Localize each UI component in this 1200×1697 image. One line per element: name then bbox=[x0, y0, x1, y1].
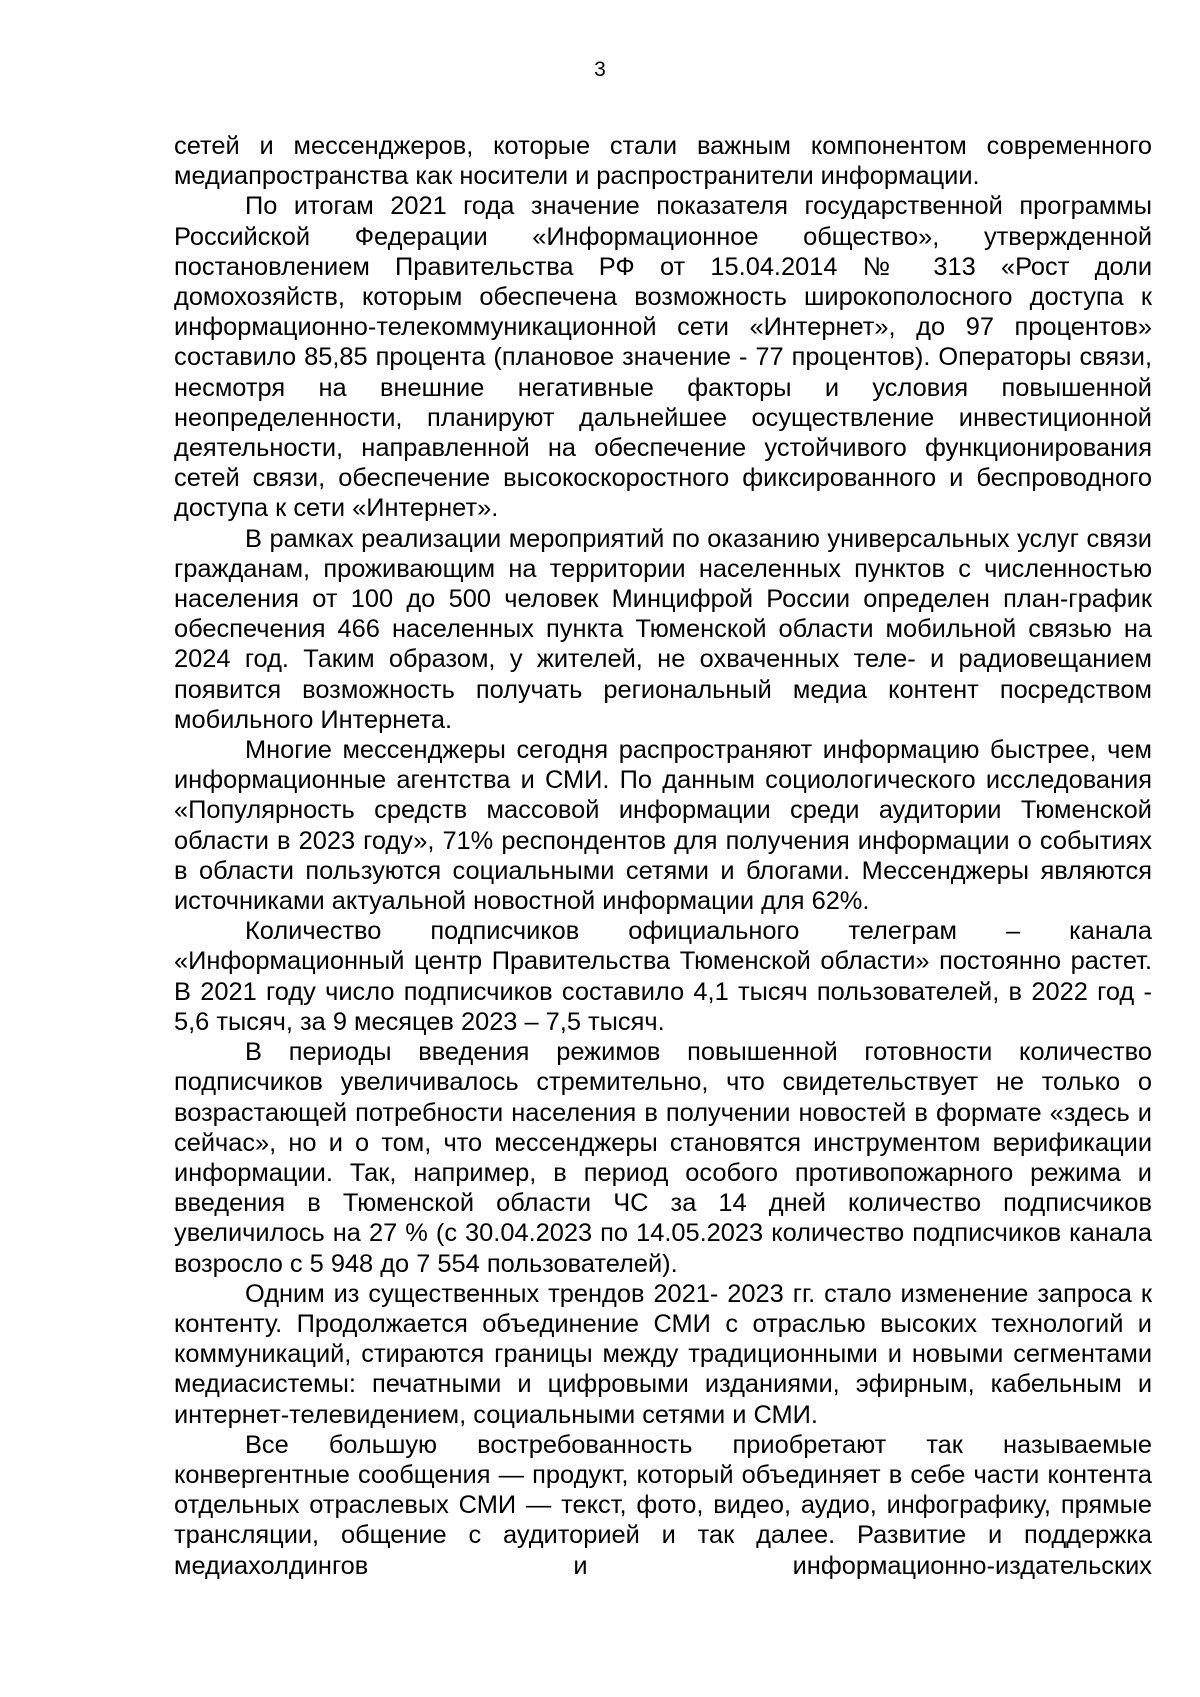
paragraph-convergent-messages: Все большую востребованность приобретают так называемые конвергентные сообщения — продукт, который объединяет в себе части контента отдельных отраслевых СМИ — текст, фото, видео, аудио, инфографику, прямые трансляции, общение с аудиторией и так далее. Развитие и поддержка медиахолдингов и информационно-издательских bbox=[174, 1430, 1152, 1580]
paragraph-continuation: сетей и мессенджеров, которые стали важным компонентом современного медиапространства как носители и распространители информации. bbox=[174, 132, 1152, 191]
paragraph-telegram-subscribers: Количество подписчиков официального телеграм – канала «Информационный центр Правительства Тюменской области» постоянно растет. В 2021 году число подписчиков составило 4,1 тысяч пользователей, в 2022 год - 5,6 тысяч, за 9 месяцев 2023 – 7,5 тысяч. bbox=[174, 917, 1152, 1036]
paragraph-universal-services: В рамках реализации мероприятий по оказанию универсальных услуг связи гражданам, проживающим на территории населенных пунктов с численностью населения от 100 до 500 человек Минцифрой России определен план-график обеспечения 466 населенных пункта Тюменской области мобильной связью на 2024 год. Таким образом, у жителей, не охваченных теле- и радиовещанием появится возможность получать региональный медиа контент посредством мобильного Интернета. bbox=[174, 524, 1152, 734]
paragraph-content-trends: Одним из существенных трендов 2021- 2023 гг. стало изменение запроса к контенту. Продолжается объединение СМИ с отраслью высоких технологий и коммуникаций, стираются границы между традиционными и новыми сегментами медиасистемы: печатными и цифровыми изданиями, эфирным, кабельным и интернет-телевидением, социальными сетями и СМИ. bbox=[174, 1279, 1152, 1429]
paragraph-emergency-growth: В периоды введения режимов повышенной готовности количество подписчиков увеличивалось стремительно, что свидетельствует не только о возрастающей потребности населения в получении новостей в формате «здесь и сейчас», но и о том, что мессенджеры становятся инструментом верификации информации. Так, например, в период особого противопожарного режима и введения в Тюменской области ЧС за 14 дней количество подписчиков увеличилось на 27 % (с 30.04.2023 по 14.05.2023 количество подписчиков канала возросло с 5 948 до 7 554 пользователей). bbox=[174, 1038, 1152, 1278]
page-number: 3 bbox=[594, 58, 606, 81]
document-body bbox=[174, 131, 1152, 1581]
paragraph-messengers-survey: Многие мессенджеры сегодня распространяют информацию быстрее, чем информационные агентства и СМИ. По данным социологического исследования «Популярность средств массовой информации среди аудитории Тюменской области в 2023 году», 71% респондентов для получения информации о событиях в области пользуются социальными сетями и блогами. Мессенджеры являются источниками актуальной новостной информации для 62%. bbox=[174, 736, 1152, 916]
paragraph-broadband-indicator: По итогам 2021 года значение показателя государственной программы Российской Федерации «Информационное общество», утвержденной постановлением Правительства РФ от 15.04.2014 № 313 «Рост доли домохозяйств, которым обеспечена возможность широкополосного доступа к информационно-телекоммуникационной сети «Интернет», до 97 процентов» составило 85,85 процента (плановое значение - 77 процентов). Операторы связи, несмотря на внешние негативные факторы и условия повышенной неопределенности, планируют дальнейшее осуществление инвестиционной деятельности, направленной на обеспечение устойчивого функционирования сетей связи, обеспечение высокоскоростного фиксированного и беспроводного доступа к сети «Интернет». bbox=[174, 192, 1152, 523]
